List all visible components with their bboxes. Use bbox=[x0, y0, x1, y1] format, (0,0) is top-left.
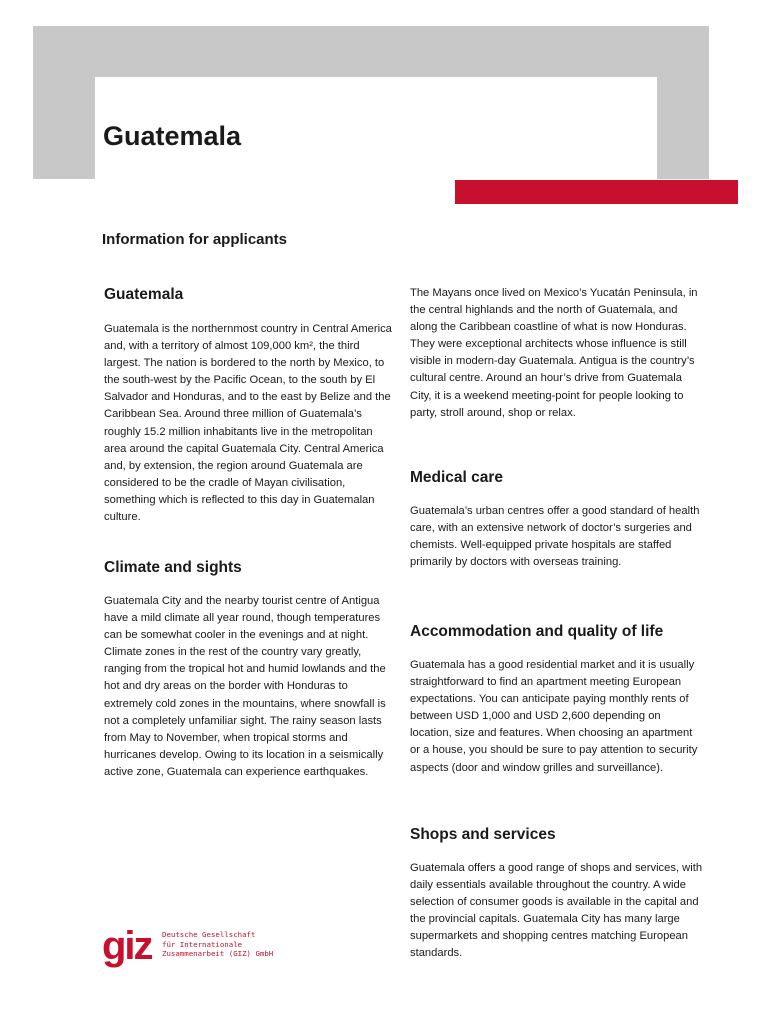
title-box bbox=[95, 77, 657, 179]
section-body: Guatemala offers a good range of shops and services, with daily essentials available throughout the country. A wide selection of consumer goods is available in the capital and the provincial capitals. Guatemala City has many large supermarkets and shopping centres matching European standards. bbox=[410, 862, 703, 960]
logo-mark: giz bbox=[102, 924, 152, 968]
page-title: Guatemala bbox=[103, 121, 242, 151]
section-accommodation bbox=[410, 622, 704, 777]
section-body: Guatemala’s urban centres offer a good standard of health care, with an extensive network of doctor’s surgeries and chemists. Well-equipped private hospitals are staffed primarily by doctors with overseas training. bbox=[410, 505, 700, 569]
logo-text bbox=[162, 930, 282, 959]
section-medical bbox=[410, 468, 704, 571]
section-guatemala bbox=[104, 285, 398, 526]
section-heading: Shops and services bbox=[410, 826, 556, 843]
logo-line: Zusammenarbeit (GIZ) GmbH bbox=[162, 949, 274, 958]
section-mayans bbox=[410, 285, 704, 422]
section-heading: Guatemala bbox=[104, 286, 184, 303]
section-shops bbox=[410, 825, 704, 963]
document-subtitle: Information for applicants bbox=[102, 231, 288, 248]
section-body: The Mayans once lived on Mexico’s Yucatán Peninsula, in the central highlands and the north of Guatemala, and along the Caribbean coastline of what is now Honduras. They were exceptional architects whose influence is still visible in modern-day Guatemala. Antigua is the country’s cultural centre. Around an hour’s drive from Guatemala City, it is a weekend meeting-point for people looking to party, stroll around, shop or relax. bbox=[410, 287, 698, 419]
logo-line: Deutsche Gesellschaft bbox=[162, 930, 256, 939]
section-climate bbox=[104, 558, 398, 781]
right-column bbox=[410, 285, 704, 975]
section-heading: Accommodation and quality of life bbox=[410, 623, 664, 640]
section-body: Guatemala City and the nearby tourist centre of Antigua have a mild climate all year round, though temperatures can be somewhat cooler in the evenings and at night. Climate zones in the rest of the country vary greatly, ranging from the tropical hot and humid lowlands and the hot and dry areas on the border with Honduras to extremely cold zones in the mountains, where snowfall is not a completely unfamiliar sight. The rainy season lasts from May to November, when tropical storms and hurricanes develop. Owing to its location in a seismically active zone, Guatemala can experience earthquakes. bbox=[104, 595, 386, 778]
logo-line: für Internationale bbox=[162, 939, 243, 949]
section-heading: Climate and sights bbox=[104, 559, 242, 576]
left-column bbox=[104, 285, 398, 925]
giz-logo bbox=[102, 926, 282, 972]
section-body: Guatemala has a good residential market and it is usually straightforward to find an apartment meeting European expectations. You can anticipate paying monthly rents of between USD 1,000 and USD 2,600 depending on location, size and features. When choosing an apartment or a house, you should be sure to pay attention to security aspects (door and window grilles and surveillance). bbox=[410, 659, 698, 774]
section-body: Guatemala is the northernmost country in Central America and, with a territory of almost 109,000 km², the third largest. The nation is bordered to the north by Mexico, to the south-west by the Pacific Ocean, to the south by El Salvador and Honduras, and to the east by Belize and the Caribbean Sea. Around three million of Guatemala’s roughly 15.2 million inhabitants live in the metropolitan area around the capital Guatemala City. Central America and, by extension, the region around Guatemala are considered to be the cradle of Mayan civilisation, something which is reflected to this day in Guatemalan culture. bbox=[104, 323, 392, 524]
section-heading: Medical care bbox=[410, 469, 504, 486]
accent-bar bbox=[455, 180, 738, 204]
